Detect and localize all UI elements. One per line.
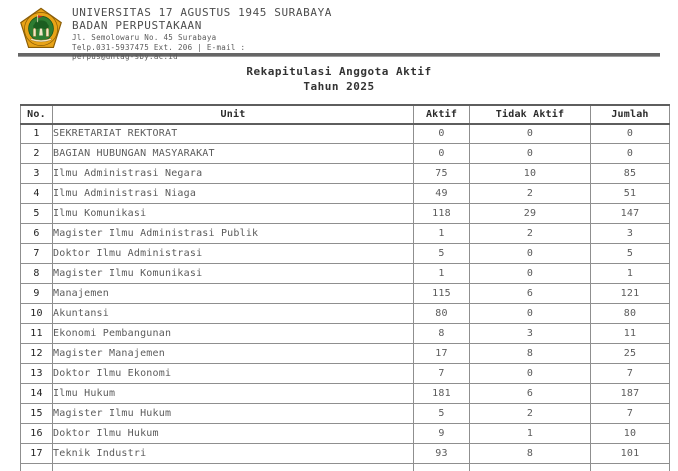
cell-jumlah: 10 [591, 424, 670, 444]
cell-unit: Magister Ilmu Administrasi Publik [53, 224, 414, 244]
cell-aktif: 115 [414, 284, 470, 304]
table-row[interactable] [21, 384, 670, 404]
cell-no: 13 [21, 364, 53, 384]
cell-tidak-aktif: 0 [470, 304, 591, 324]
table-cell-partial [53, 464, 414, 471]
cell-no: 3 [21, 164, 53, 184]
cell-no: 2 [21, 144, 53, 164]
cell-jumlah: 7 [591, 404, 670, 424]
cell-jumlah: 51 [591, 184, 670, 204]
cell-unit: Magister Manajemen [53, 344, 414, 364]
cell-aktif: 17 [414, 344, 470, 364]
table-row[interactable] [21, 304, 670, 324]
cell-no: 9 [21, 284, 53, 304]
column-header-aktif: Aktif [414, 105, 470, 124]
cell-unit: Magister Ilmu Komunikasi [53, 264, 414, 284]
table-row[interactable] [21, 164, 670, 184]
cell-tidak-aktif: 0 [470, 244, 591, 264]
cell-jumlah: 85 [591, 164, 670, 184]
table-row[interactable] [21, 204, 670, 224]
cell-aktif: 1 [414, 224, 470, 244]
column-header-no: No. [21, 105, 53, 124]
cell-aktif: 5 [414, 404, 470, 424]
cell-no: 12 [21, 344, 53, 364]
cell-aktif: 8 [414, 324, 470, 344]
cell-aktif: 9 [414, 424, 470, 444]
cell-jumlah: 3 [591, 224, 670, 244]
cell-unit: Ilmu Hukum [53, 384, 414, 404]
table-row[interactable] [21, 344, 670, 364]
cell-jumlah: 0 [591, 124, 670, 144]
cell-no: 15 [21, 404, 53, 424]
table-row[interactable] [21, 424, 670, 444]
table-row[interactable] [21, 364, 670, 384]
table-row[interactable] [21, 184, 670, 204]
organization-contact: Telp.031-5937475 Ext. 206 | E-mail : perpus@untag-sby.ac.id [72, 42, 246, 62]
cell-tidak-aktif: 8 [470, 344, 591, 364]
cell-aktif: 5 [414, 244, 470, 264]
cell-unit: Akuntansi [53, 304, 414, 324]
cell-aktif: 0 [414, 124, 470, 144]
table-cell-partial [21, 464, 53, 471]
cell-aktif: 75 [414, 164, 470, 184]
cell-jumlah: 187 [591, 384, 670, 404]
table-header [21, 105, 670, 124]
table-cell-partial [470, 464, 591, 471]
table-header-row [21, 105, 670, 124]
cell-tidak-aktif: 3 [470, 324, 591, 344]
cell-jumlah: 11 [591, 324, 670, 344]
table-row[interactable] [21, 124, 670, 144]
cell-no: 5 [21, 204, 53, 224]
cell-jumlah: 7 [591, 364, 670, 384]
column-header-unit: Unit [53, 105, 414, 124]
cell-tidak-aktif: 0 [470, 364, 591, 384]
cell-no: 11 [21, 324, 53, 344]
recap-table-wrapper [0, 104, 678, 471]
cell-aktif: 7 [414, 364, 470, 384]
cell-tidak-aktif: 2 [470, 224, 591, 244]
table-row-partial[interactable] [21, 464, 670, 471]
cell-unit: Doktor Ilmu Hukum [53, 424, 414, 444]
letterhead-text [72, 6, 332, 62]
table-row[interactable] [21, 444, 670, 464]
cell-jumlah: 25 [591, 344, 670, 364]
cell-tidak-aktif: 0 [470, 264, 591, 284]
cell-tidak-aktif: 1 [470, 424, 591, 444]
cell-jumlah: 147 [591, 204, 670, 224]
cell-tidak-aktif: 2 [470, 404, 591, 424]
cell-no: 6 [21, 224, 53, 244]
cell-unit: Doktor Ilmu Ekonomi [53, 364, 414, 384]
report-title-block [0, 65, 678, 95]
cell-jumlah: 0 [591, 144, 670, 164]
cell-unit: Teknik Industri [53, 444, 414, 464]
cell-no: 10 [21, 304, 53, 324]
cell-no: 7 [21, 244, 53, 264]
cell-unit: Ilmu Administrasi Negara [53, 164, 414, 184]
table-cell-partial [591, 464, 670, 471]
cell-unit: Ekonomi Pembangunan [53, 324, 414, 344]
table-row[interactable] [21, 284, 670, 304]
cell-aktif: 80 [414, 304, 470, 324]
cell-unit: Manajemen [53, 284, 414, 304]
table-row[interactable] [21, 244, 670, 264]
report-title: Rekapitulasi Anggota Aktif [246, 65, 432, 78]
cell-tidak-aktif: 8 [470, 444, 591, 464]
cell-jumlah: 121 [591, 284, 670, 304]
cell-unit: Magister Ilmu Hukum [53, 404, 414, 424]
table-row[interactable] [21, 224, 670, 244]
cell-aktif: 118 [414, 204, 470, 224]
recap-table [20, 104, 670, 471]
cell-tidak-aktif: 0 [470, 144, 591, 164]
table-row[interactable] [21, 264, 670, 284]
organization-address: Jl. Semolowaru No. 45 Surabaya [72, 32, 217, 42]
column-header-tidak-aktif: Tidak Aktif [470, 105, 591, 124]
column-header-jumlah: Jumlah [591, 105, 670, 124]
cell-no: 8 [21, 264, 53, 284]
cell-aktif: 49 [414, 184, 470, 204]
cell-jumlah: 1 [591, 264, 670, 284]
cell-tidak-aktif: 29 [470, 204, 591, 224]
cell-unit: BAGIAN HUBUNGAN MASYARAKAT [53, 144, 414, 164]
cell-tidak-aktif: 0 [470, 124, 591, 144]
organization-name: UNIVERSITAS 17 AGUSTUS 1945 SURABAYA [72, 6, 333, 19]
cell-no: 17 [21, 444, 53, 464]
organization-unit: BADAN PERPUSTAKAAN [72, 18, 203, 32]
cell-unit: SEKRETARIAT REKTORAT [53, 124, 414, 144]
cell-no: 16 [21, 424, 53, 444]
cell-unit: Ilmu Administrasi Niaga [53, 184, 414, 204]
report-subtitle: Tahun 2025 [303, 79, 375, 93]
cell-aktif: 93 [414, 444, 470, 464]
untag-university-seal-icon [18, 7, 64, 53]
cell-aktif: 1 [414, 264, 470, 284]
cell-aktif: 181 [414, 384, 470, 404]
cell-aktif: 0 [414, 144, 470, 164]
table-body [21, 124, 670, 471]
cell-tidak-aktif: 6 [470, 384, 591, 404]
cell-jumlah: 80 [591, 304, 670, 324]
cell-tidak-aktif: 6 [470, 284, 591, 304]
cell-unit: Ilmu Komunikasi [53, 204, 414, 224]
table-row[interactable] [21, 144, 670, 164]
table-row[interactable] [21, 324, 670, 344]
cell-tidak-aktif: 10 [470, 164, 591, 184]
cell-unit: Doktor Ilmu Administrasi [53, 244, 414, 264]
cell-no: 4 [21, 184, 53, 204]
cell-jumlah: 5 [591, 244, 670, 264]
cell-tidak-aktif: 2 [470, 184, 591, 204]
table-cell-partial [414, 464, 470, 471]
table-row[interactable] [21, 404, 670, 424]
cell-no: 1 [21, 124, 53, 144]
cell-no: 14 [21, 384, 53, 404]
cell-jumlah: 101 [591, 444, 670, 464]
letterhead [0, 0, 678, 62]
